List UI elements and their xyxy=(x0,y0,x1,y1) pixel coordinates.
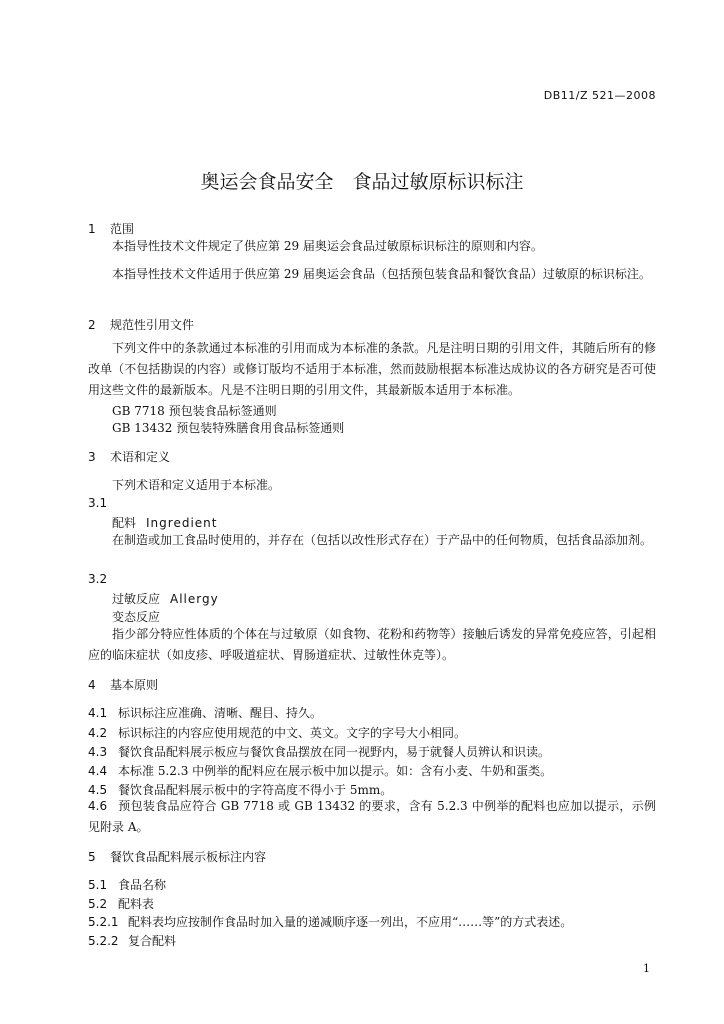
term-number: 3.1 xyxy=(88,496,108,510)
section-1-heading xyxy=(88,220,134,237)
item-text: 配料表 xyxy=(118,897,155,911)
paragraph: 本指导性技术文件规定了供应第 29 届奥运会食品过敏原标识标注的原则和内容。 xyxy=(112,239,543,253)
item-number: 4.3 xyxy=(88,745,108,759)
term xyxy=(112,590,219,607)
section-title: 规范性引用文件 xyxy=(110,318,195,332)
list-item xyxy=(88,762,552,779)
reference-item: GB 13432 预包装特殊膳食用食品标签通则 xyxy=(112,421,345,435)
term-synonym: 变态反应 xyxy=(112,610,161,624)
document-code: DB11/Z 521—2008 xyxy=(543,89,656,102)
term-english: Allergy xyxy=(170,592,219,606)
item-number: 4.2 xyxy=(88,726,108,740)
subsection-heading xyxy=(88,895,154,912)
document-title: 奥运会食品安全 食品过敏原标识标注 xyxy=(200,171,524,193)
item-text: 复合配料 xyxy=(128,934,177,948)
term-definition: 在制造或加工食品时使用的，并存在（包括以改性形式存在）于产品中的任何物质，包括食品添加剂。 xyxy=(112,533,653,547)
list-item xyxy=(88,704,322,721)
item-text: 标识标注的内容应使用规范的中文、英文。文字的字号大小相同。 xyxy=(118,726,467,740)
item-number: 4.4 xyxy=(88,764,108,778)
item-text: 配料表均应按制作食品时加入量的递减顺序逐一列出，不应用“……等”的方式表述。 xyxy=(128,915,573,929)
term-english: Ingredient xyxy=(146,516,218,530)
list-item xyxy=(88,724,466,741)
item-text: 食品名称 xyxy=(118,878,167,892)
term-name: 配料 xyxy=(112,516,137,530)
page-number: 1 xyxy=(643,962,650,975)
section-number: 2 xyxy=(88,318,96,332)
section-title: 术语和定义 xyxy=(110,450,171,464)
term xyxy=(112,514,217,531)
section-5-heading xyxy=(88,848,266,865)
list-item xyxy=(88,743,550,760)
item-number: 4.6 xyxy=(88,799,108,813)
term-definition: 指少部分特应性体质的个体在与过敏原（如食物、花粉和药物等）接触后诱发的异常免疫应答，引起相应的临床症状（如皮疹、呼吸道症状、胃肠道症状、过敏性休克等）。 xyxy=(88,627,656,662)
paragraph: 本指导性技术文件适用于供应第 29 届奥运会食品（包括预包装食品和餐饮食品）过敏原的标识标注。 xyxy=(112,267,651,281)
section-2-heading xyxy=(88,316,194,333)
item-number: 5.2.1 xyxy=(88,915,119,929)
item-text: 预包装食品应符合 GB 7718 或 GB 13432 的要求，含有 5.2.3 中例举的配料也应加以提示，示例见附录 A。 xyxy=(88,799,656,834)
section-title: 餐饮食品配料展示板标注内容 xyxy=(110,850,267,864)
section-number: 1 xyxy=(88,222,96,236)
item-text: 标识标注应准确、清晰、醒目、持久。 xyxy=(118,706,323,720)
subsection-heading xyxy=(88,932,176,949)
subsection-heading xyxy=(88,876,166,893)
item-number: 4.1 xyxy=(88,706,108,720)
list-item xyxy=(88,913,572,930)
paragraph: 下列文件中的条款通过本标准的引用而成为本标准的条款。凡是注明日期的引用文件，其随后所有的修改单（不包括勘误的内容）或修订版均不适用于本标准，然而鼓励根据本标准达成协议的各方研究是否可使用这些文件的最新版本。凡是不注明日期的引用文件，其最新版本适用于本标准。 xyxy=(88,341,656,397)
term-number: 3.2 xyxy=(88,572,108,586)
list-item xyxy=(88,796,656,838)
item-text: 餐饮食品配料展示板中的字符高度不得小于 5mm。 xyxy=(118,783,393,797)
section-number: 3 xyxy=(88,450,96,464)
item-text: 本标准 5.2.3 中例举的配料应在展示板中加以提示。如：含有小麦、牛奶和蛋类。 xyxy=(118,764,553,778)
reference-item: GB 7718 预包装食品标签通则 xyxy=(112,404,277,418)
term-name: 过敏反应 xyxy=(112,592,161,606)
section-title: 基本原则 xyxy=(110,678,159,692)
item-number: 4.5 xyxy=(88,783,108,797)
section-number: 5 xyxy=(88,850,96,864)
section-title: 范围 xyxy=(110,222,135,236)
section-4-heading xyxy=(88,676,158,693)
item-number: 5.2 xyxy=(88,897,108,911)
item-text: 餐饮食品配料展示板应与餐饮食品摆放在同一视野内，易于就餐人员辨认和识读。 xyxy=(118,745,551,759)
section-3-heading xyxy=(88,448,170,465)
section-number: 4 xyxy=(88,678,96,692)
item-number: 5.2.2 xyxy=(88,934,119,948)
paragraph: 下列术语和定义适用于本标准。 xyxy=(112,478,281,492)
item-number: 5.1 xyxy=(88,878,108,892)
